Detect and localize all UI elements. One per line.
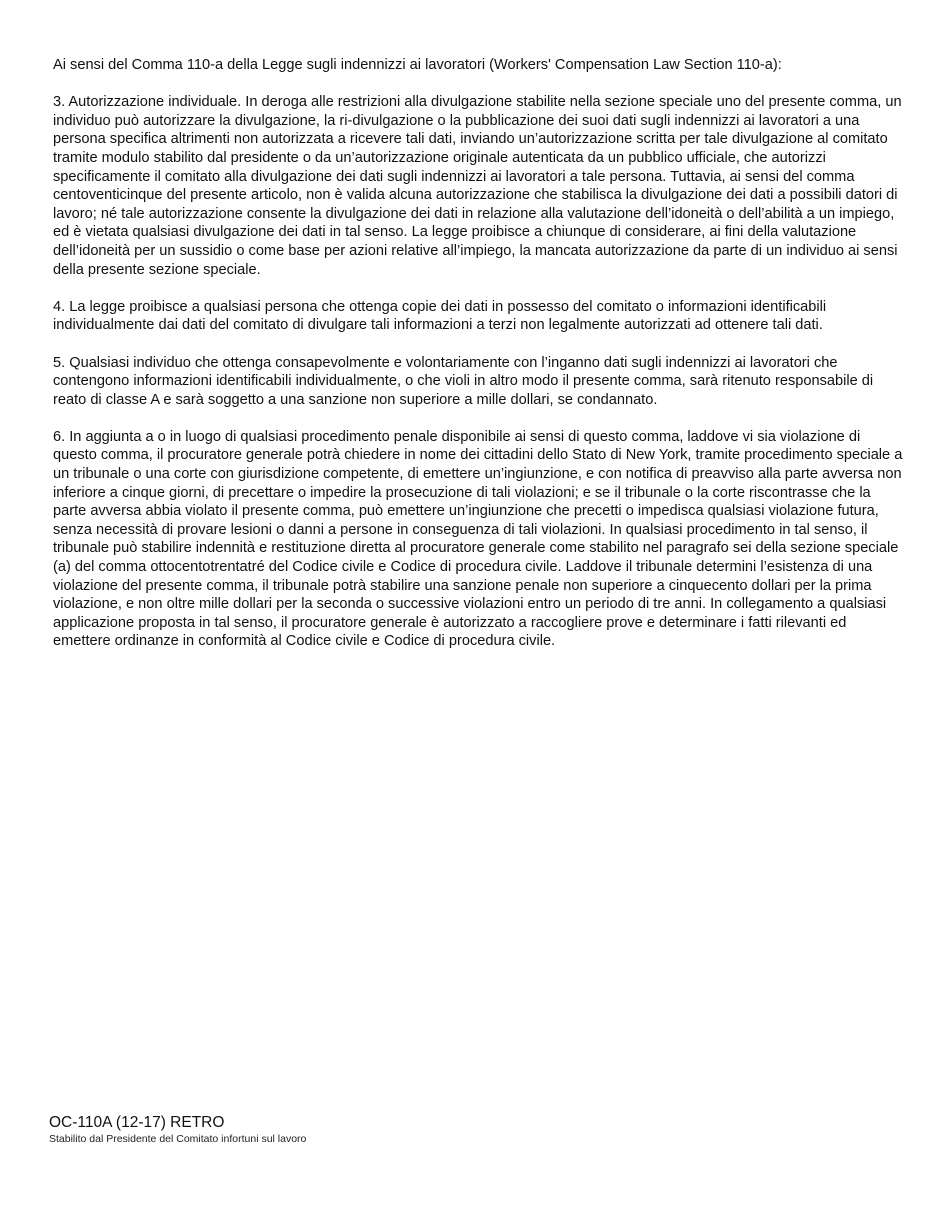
- intro-paragraph: Ai sensi del Comma 110-a della Legge sugli indennizzi ai lavoratori (Workers' Compensation Law Section 110-a):: [53, 57, 782, 73]
- paragraph-5-misdemeanor-penalty: 5. Qualsiasi individuo che ottenga consapevolmente e volontariamente con l’inganno dati sugli indennizzi ai lavoratori che contengono informazioni identificabili individualmente, o che violi in altro modo il presente comma, sarà ritenuto responsabile di reato di classe A e sarà soggetto a una sanzione non superiore a mille dollari, se condannato.: [53, 354, 874, 408]
- page-footer: [49, 1114, 306, 1146]
- paragraph-6-attorney-general-injunction: 6. In aggiunta a o in luogo di qualsiasi procedimento penale disponibile ai sensi di questo comma, laddove vi sia violazione di questo comma, il procuratore generale potrà chiedere in nome dei cittadini dello Stato di New York, tramite procedimento speciale a un tribunale o una corte con giurisdizione competente, di emettere un’ingiunzione, e con notifica di preavviso alla parte avversa non inferiore a cinque giorni, di precettare o impedire la prosecuzione di tali violazioni; e se il tribunale o la corte riscontrasse che la parte avversa abbia violato il presente comma, può emettere un’ingiunzione che precetti o impedisca qualsiasi violazione futura, senza necessità di provare lesioni o danni a persone in conseguenza di tali violazioni. In qualsiasi procedimento in tal senso, il tribunale può stabilire indennità e restituzione diretta al procuratore generale come stabilito nel paragrafo sei della sezione speciale (a) del comma ottocentotrentatré del Codice civile e Codice di procedura civile. Laddove il tribunale determini l’esistenza di una violazione del presente comma, il tribunale potrà stabilire una sanzione penale non superiore a cinquecento dollari per la prima violazione, e non oltre mille dollari per la seconda o successive violazioni entro un periodo di tre anni. In collegamento a qualsiasi applicazione proposta in tal senso, il procuratore generale è autorizzato a raccogliere prove e determinare i fatti rilevanti ed emettere ordinanze in conformità al Codice civile e Codice di procedura civile.: [53, 428, 903, 650]
- paragraph-4-disclosure-prohibition: 4. La legge proibisce a qualsiasi persona che ottenga copie dei dati in possesso del comitato o informazioni identificabili individualmente dai dati del comitato di divulgare tali informazioni a terzi non legalmente autorizzati ad ottenere tali dati.: [53, 298, 827, 334]
- paragraph-3-individual-authorization: 3. Autorizzazione individuale. In deroga alle restrizioni alla divulgazione stabilite nella sezione speciale uno del presente comma, un individuo può autorizzare la divulgazione, la ri-divulgazione o la pubblicazione dei suoi dati sugli indennizzi ai lavoratori a una persona specifica altrimenti non autorizzata a ricevere tali dati, inviando un’autorizzazione scritta per tale divulgazione al comitato tramite modulo stabilito dal presidente o da un’autorizzazione originale autenticata da un pubblico ufficiale, che autorizzi specificamente il comitato alla divulgazione dei dati sugli indennizzi ai lavoratori a tale persona. Tuttavia, ai sensi del comma centoventicinque del presente articolo, non è valida alcuna autorizzazione che stabilisca la divulgazione dei dati a possibili datori di lavoro; né tale autorizzazione consente la divulgazione dei dati in relazione alla valutazione dell’idoneità o dell’abilità a un impiego, ed è vietata qualsiasi divulgazione dei dati in tal senso. La legge proibisce a chiunque di considerare, ai fini della valutazione dell’idoneità per un sussidio o come base per azioni relative all’impiego, la mancata autorizzazione da parte di un individuo ai sensi della presente sezione speciale.: [53, 94, 902, 278]
- document-body: [53, 56, 903, 670]
- form-authority-note: Stabilito dal Presidente del Comitato infortuni sul lavoro: [49, 1133, 307, 1145]
- form-code: OC-110A (12-17) RETRO: [49, 1114, 225, 1131]
